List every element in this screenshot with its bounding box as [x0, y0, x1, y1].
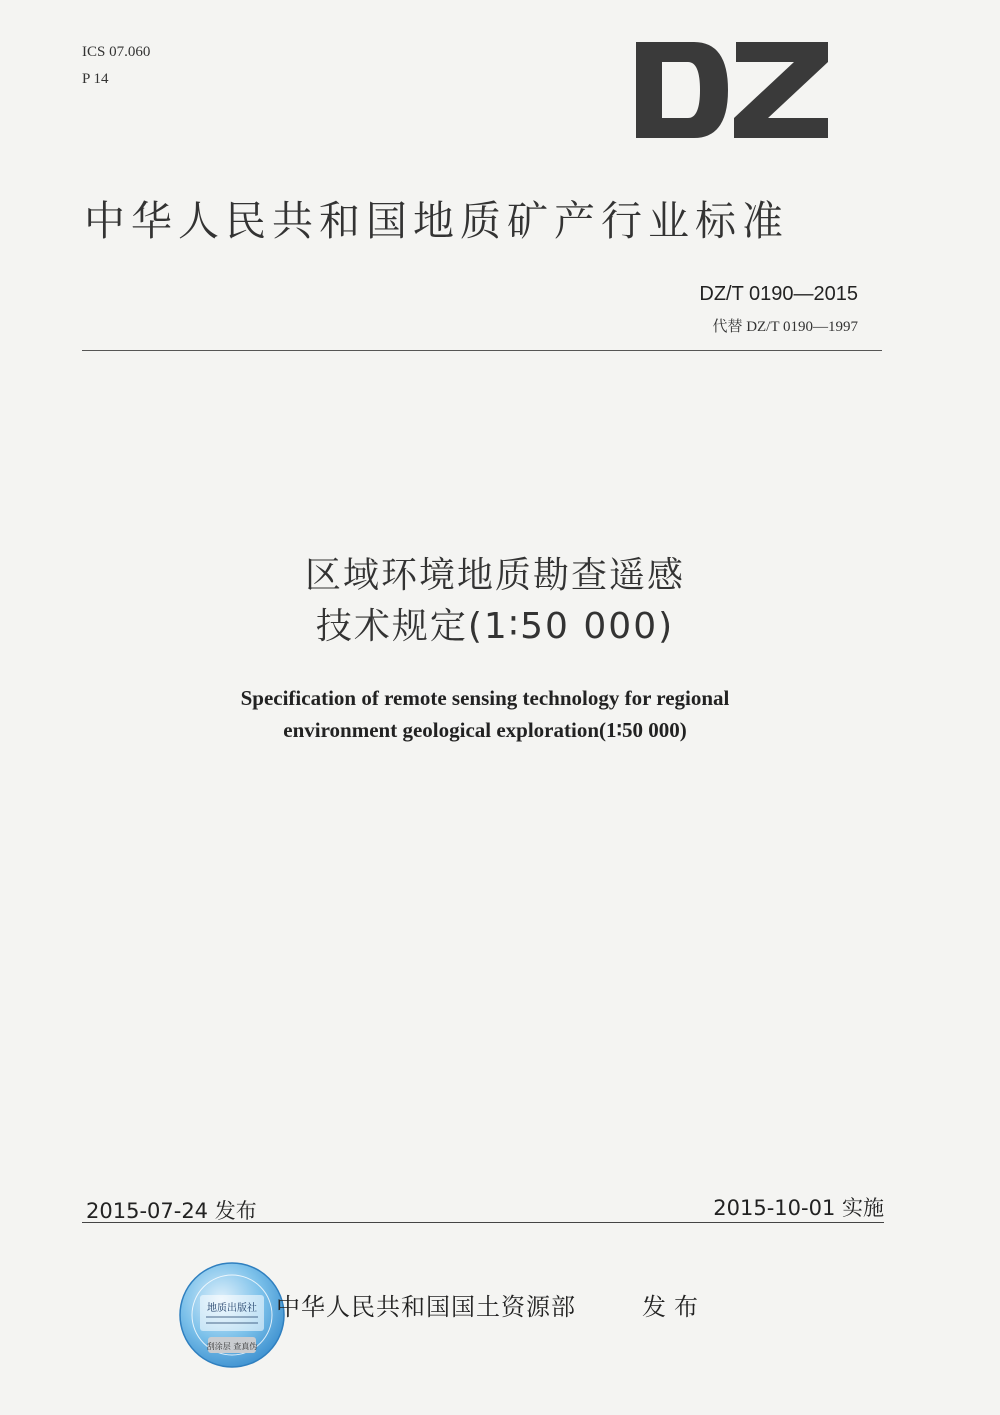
implementation-date: 2015-10-01 实施 — [713, 1196, 884, 1220]
classification-code: P 14 — [82, 71, 109, 87]
issue-date: 2015-07-24 发布 — [86, 1199, 257, 1223]
seal-scratch-label: 刮涂层 查真伪 — [206, 1342, 258, 1351]
seal-brand: 地质出版社 — [207, 1303, 257, 1314]
dz-logo — [636, 42, 828, 138]
english-title-line-1: Specification of remote sensing technology for regional — [240, 686, 730, 710]
english-title-line-2: environment geological exploration(1∶50 000) — [283, 718, 687, 742]
footer-divider — [82, 1222, 884, 1223]
header-divider — [82, 350, 882, 351]
chinese-title-line-2: 技术规定(1∶50 000) — [315, 606, 675, 647]
anti-counterfeit-seal-icon — [178, 1261, 286, 1369]
replaces-standard: 代替 DZ/T 0190—1997 — [712, 319, 858, 335]
publisher-name: 中华人民共和国国土资源部 — [276, 1293, 576, 1321]
ics-code: ICS 07.060 — [82, 44, 151, 60]
industry-standard-title: 中华人民共和国地质矿产行业标准 — [84, 197, 789, 245]
standard-number: DZ/T 0190—2015 — [699, 283, 858, 305]
publish-label: 发布 — [642, 1293, 706, 1321]
chinese-title-line-1: 区域环境地质勘查遥感 — [304, 555, 685, 596]
